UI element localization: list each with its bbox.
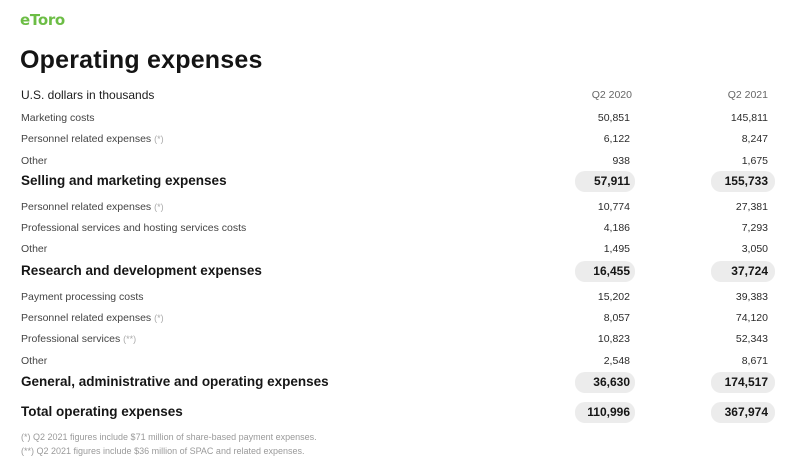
row-label [21,222,246,234]
value-q2020: 57,911 [593,174,630,188]
row-label-text: Selling and marketing expenses [21,173,227,188]
table-row [0,353,807,373]
value-q2021: 52,343 [735,333,768,345]
value-q2020: 10,774 [597,201,630,213]
table-total-row [0,173,807,193]
table-row [0,331,807,351]
table-row [0,289,807,309]
table-row [0,241,807,261]
row-label [21,291,144,303]
page-title: Operating expenses [20,46,263,74]
table-row [0,199,807,219]
row-label-text: General, administrative and operating expenses [21,374,329,389]
row-label [21,243,47,255]
row-label [21,173,227,188]
row-label [21,355,47,367]
row-label [21,374,329,389]
value-q2020: 6,122 [603,133,630,145]
table-total-row [0,263,807,283]
row-label-text: Research and development expenses [21,263,262,278]
value-q2020: 36,630 [593,375,630,389]
table-row [0,131,807,151]
table-row [0,310,807,330]
row-label-text: Personnel related expenses [21,201,152,213]
row-label-text: Personnel related expenses [21,133,152,145]
unit-label: U.S. dollars in thousands [21,88,155,102]
value-q2020: 16,455 [593,264,630,278]
value-q2021: 367,974 [724,405,768,419]
value-q2020: 2,548 [603,355,630,367]
row-label [21,333,136,345]
row-label-text: Other [21,155,48,167]
row-label [21,112,95,124]
row-label-text: Professional services [21,333,121,345]
row-label-text: Personnel related expenses [21,312,152,324]
value-q2020: 938 [612,155,630,167]
row-label-text: Professional services and hosting services costs [21,222,247,234]
value-q2020: 15,202 [597,291,630,303]
table-total-row [0,404,807,424]
value-q2021: 39,383 [735,291,768,303]
value-q2021: 155,733 [724,174,768,188]
value-q2020: 8,057 [603,312,630,324]
column-header-q2020: Q2 2020 [591,89,632,101]
value-q2021: 8,671 [741,355,768,367]
row-label [21,312,164,324]
value-q2020: 4,186 [603,222,630,234]
row-label-text: Other [21,355,48,367]
row-label [21,155,47,167]
row-label [21,263,262,278]
value-q2021: 7,293 [741,222,768,234]
row-label [21,201,164,213]
table-row [0,153,807,173]
column-header-q2021: Q2 2021 [727,89,768,101]
value-q2020: 110,996 [587,405,630,419]
footnote-2: (**) Q2 2021 figures include $36 million of SPAC and related expenses. [21,446,305,456]
row-footnote-marker: (*) [154,202,164,212]
table-row [0,220,807,240]
row-label [21,133,164,145]
footnote-1: (*) Q2 2021 figures include $71 million of share-based payment expenses. [21,432,317,442]
value-q2021: 3,050 [741,243,768,255]
value-q2021: 37,724 [731,264,768,278]
value-q2021: 8,247 [741,133,768,145]
row-label-text: Marketing costs [21,112,95,124]
row-label-text: Other [21,243,48,255]
row-label-text: Total operating expenses [21,404,183,419]
row-label-text: Payment processing costs [21,291,144,303]
value-q2021: 1,675 [741,155,768,167]
etoro-logo: eToro [20,11,65,29]
value-q2021: 174,517 [724,375,768,389]
row-footnote-marker: (*) [154,134,164,144]
value-q2021: 27,381 [735,201,768,213]
value-q2021: 74,120 [735,312,768,324]
row-label [21,404,183,419]
table-total-row [0,374,807,394]
value-q2020: 1,495 [603,243,630,255]
value-q2020: 10,823 [597,333,630,345]
row-footnote-marker: (*) [154,313,164,323]
value-q2021: 145,811 [730,112,768,124]
value-q2020: 50,851 [597,112,630,124]
table-row [0,110,807,130]
row-footnote-marker: (**) [123,334,137,344]
